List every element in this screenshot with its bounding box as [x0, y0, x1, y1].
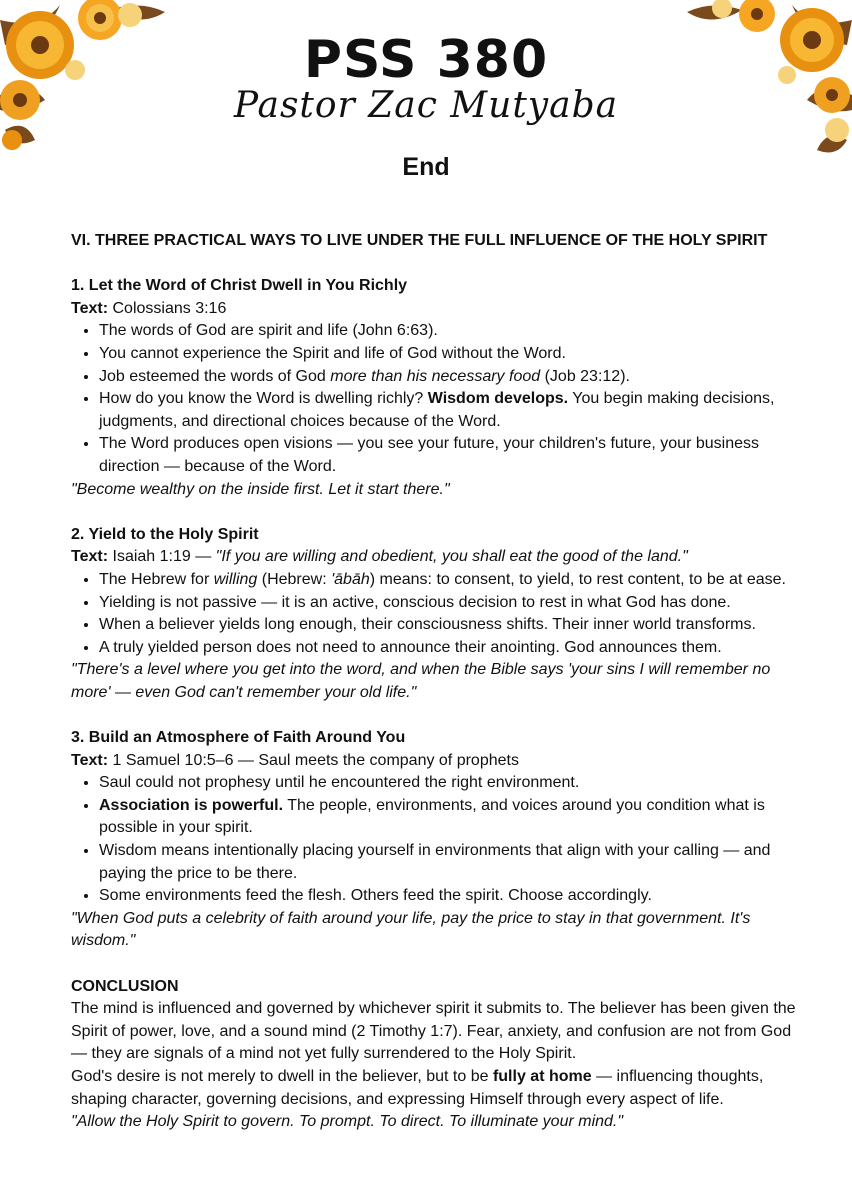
section-1-bullets: [71, 320, 811, 478]
section-2-bullets: [71, 569, 811, 659]
section-3-bullets: [71, 772, 811, 908]
section-1-heading: 1. Let the Word of Christ Dwell in You Richly: [71, 277, 408, 295]
list-item: • How do you know the Word is dwelling richly? Wisdom develops. You begin making decisions, judgments, and directional choices because of the Word.: [99, 388, 811, 433]
list-item: • Job esteemed the words of God more than his necessary food (Job 23:12).: [99, 366, 811, 389]
list-item: • Saul could not prophesy until he encountered the right environment.: [99, 772, 811, 795]
list-item: • Wisdom means intentionally placing yourself in environments that align with your calling — and paying the price to be there.: [99, 840, 811, 885]
section-3-text-ref: Text: 1 Samuel 10:5–6 — Saul meets the company of prophets: [71, 751, 519, 769]
conclusion-heading: CONCLUSION: [71, 977, 179, 995]
list-item: • Yielding is not passive — it is an active, conscious decision to rest in what God has done.: [99, 592, 811, 615]
list-item: • Some environments feed the flesh. Others feed the spirit. Choose accordingly.: [99, 885, 811, 908]
pastor-signature: Pastor Zac Mutyaba: [233, 85, 619, 126]
list-item: • A truly yielded person does not need to announce their anointing. God announces them.: [99, 637, 811, 660]
list-item: • You cannot experience the Spirit and life of God without the Word.: [99, 343, 811, 366]
conclusion-paragraph-1: The mind is influenced and governed by whichever spirit it submits to. The believer has been given the Spirit of power, love, and a sound mind (2 Timothy 1:7). Fear, anxiety, and confusion are not from God — they are signals of a mind not yet fully surrendered to the Holy Spirit.: [71, 1000, 796, 1063]
list-item: • Association is powerful. The people, environments, and voices around you condition what is possible in your spirit.: [99, 795, 811, 840]
document-title: PSS 380: [303, 30, 549, 90]
list-item: • The Hebrew for willing (Hebrew: 'ābāh) means: to consent, to yield, to rest content, to be at ease.: [99, 569, 811, 592]
list-item: • When a believer yields long enough, their consciousness shifts. Their inner world transforms.: [99, 614, 811, 637]
list-item: • The Word produces open visions — you see your future, your children's future, your business direction — because of the Word.: [99, 433, 811, 478]
list-item: • The words of God are spirit and life (John 6:63).: [99, 320, 811, 343]
main-heading: VI. THREE PRACTICAL WAYS TO LIVE UNDER THE FULL INFLUENCE OF THE HOLY SPIRIT: [71, 232, 768, 249]
section-2-text-ref: Text: Isaiah 1:19 — "If you are willing and obedient, you shall eat the good of the land.": [71, 548, 688, 566]
conclusion-quote: "Allow the Holy Spirit to govern. To prompt. To direct. To illuminate your mind.": [71, 1113, 624, 1131]
section-3-heading: 3. Build an Atmosphere of Faith Around You: [71, 729, 406, 747]
section-1-text-ref: Text: Colossians 3:16: [71, 299, 227, 317]
section-2-heading: 2. Yield to the Holy Spirit: [71, 525, 259, 543]
section-2-quote: "There's a level where you get into the word, and when the Bible says 'your sins I will remember no more' — even God can't remember your old life.": [71, 661, 771, 701]
document-body: [71, 230, 811, 1134]
document-subtitle: End: [402, 153, 450, 181]
section-3-quote: "When God puts a celebrity of faith around your life, pay the price to stay in that government. It's wisdom.": [71, 909, 751, 950]
conclusion-paragraph-2: God's desire is not merely to dwell in the believer, but to be fully at home — influencing thoughts, shaping character, governing decisions, and expressing Himself through every aspect of life.: [71, 1067, 764, 1108]
section-1-quote: "Become wealthy on the inside first. Let it start there.": [71, 480, 450, 498]
